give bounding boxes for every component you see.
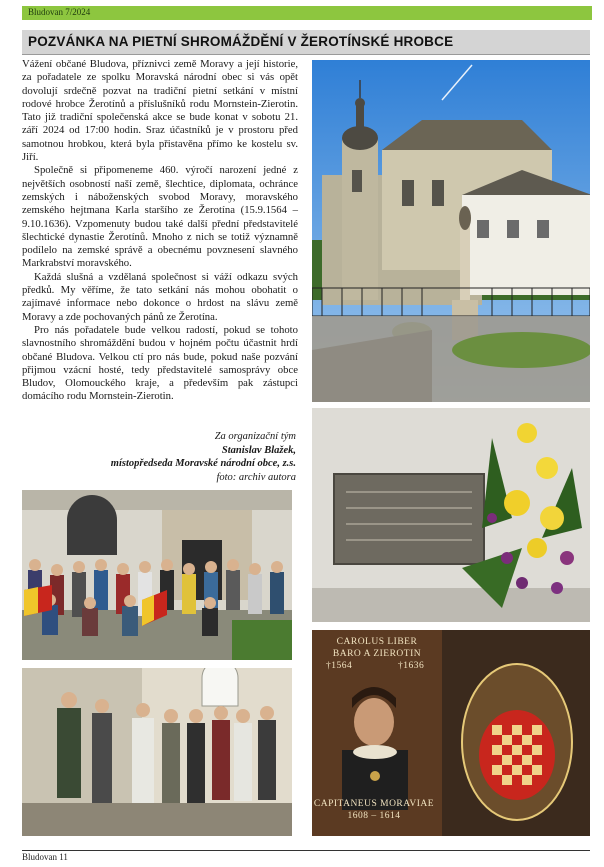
group-photo-outside: [22, 490, 292, 660]
portrait-line3: CAPITANEUS MORAVIAE: [313, 799, 435, 809]
article-title: POZVÁNKA NA PIETNÍ SHROMÁŽDĚNÍ V ŽEROTÍNSKÉ HROBCE: [28, 34, 454, 49]
page-footer: Bludovan 11: [22, 852, 68, 862]
memorial-plaque-photo: [312, 408, 590, 622]
signature-name: Stanislav Blažek,: [221, 444, 296, 456]
footer-rule: [22, 850, 590, 851]
paragraph-2: Společně si připomeneme 460. výročí narození jedné z největších osobností naší země, šlechtice, diplomata, ochránce zemských i náboženských svobod Moravy, moravského zemského hejtmana Karla staršího ze Žerotína (15.9.1564 – 9.10.1636). Vzpomenuty budou také další přední představitelé šlechtické dynastie Žerotínů. Mnoho z nich se totiž významně podílelo na zemské správě a obecnému povznesení slavného Markrabství moravského.: [22, 164, 298, 270]
signature-role: místopředseda Moravské národní obce, z.s.: [110, 458, 296, 469]
article-body: [22, 58, 298, 404]
paragraph-3: Každá slušná a vzdělaná společnost si váží odkazu svých předků. My věříme, že tato setkání nás mohou obohatit o zajímavé informace nebo dokonce o hrdost na slávu země Moravy a zde pochovaných pánů ze Žerotína.: [22, 270, 298, 323]
group-photo-inside: [22, 668, 292, 836]
portrait-line1: CAROLUS LIBER: [336, 637, 418, 647]
signature-block: [22, 430, 296, 484]
portrait-photo: [312, 630, 590, 836]
portrait-birth: †1564: [326, 661, 353, 671]
portrait-death: †1636: [398, 661, 425, 671]
signature-team: Za organizační tým: [214, 431, 296, 442]
paragraph-4: Pro nás pořadatele bude velkou radostí, pokud se tohoto slavnostního shromáždění budou v hojném počtu účastnit hrdí občané Bludova. Velkou ctí pro nás bude, pokud naše pozvání přijmou vzácní hosté, tedy představitelé samosprávy obce Bludov, Olomouckého kraje, a především pak zástupci domácího rodu Mornstein-Zierotin.: [22, 323, 298, 403]
portrait-line2: BARO A ZIEROTIN: [332, 649, 422, 659]
church-photo: [312, 60, 590, 402]
portrait-years: 1608 – 1614: [347, 811, 401, 821]
paragraph-1: Vážení občané Bludova, příznivci země Moravy a její historie, za pořadatele ze spolku Moravská národní obec si vás opět dovolují srdečně pozvat na tradiční pietní setkání v místní rodové hrobce Žerotínů a příslušníků rodu Mornstein-Zierotin. Tato již tradiční společenská akce se bude konat v sobotu 21. září 2024 od 17:00 hodin. Sraz účastníků je v prostoru před samotnou hrobkou, která byla přistavěna přímo ke kostelu sv. Jiří.: [22, 58, 298, 164]
article-title-bar: [22, 30, 590, 55]
issue-header-bar: [22, 6, 592, 20]
issue-label: Bludovan 7/2024: [28, 7, 91, 17]
photo-credit: foto: archiv autora: [216, 471, 296, 483]
